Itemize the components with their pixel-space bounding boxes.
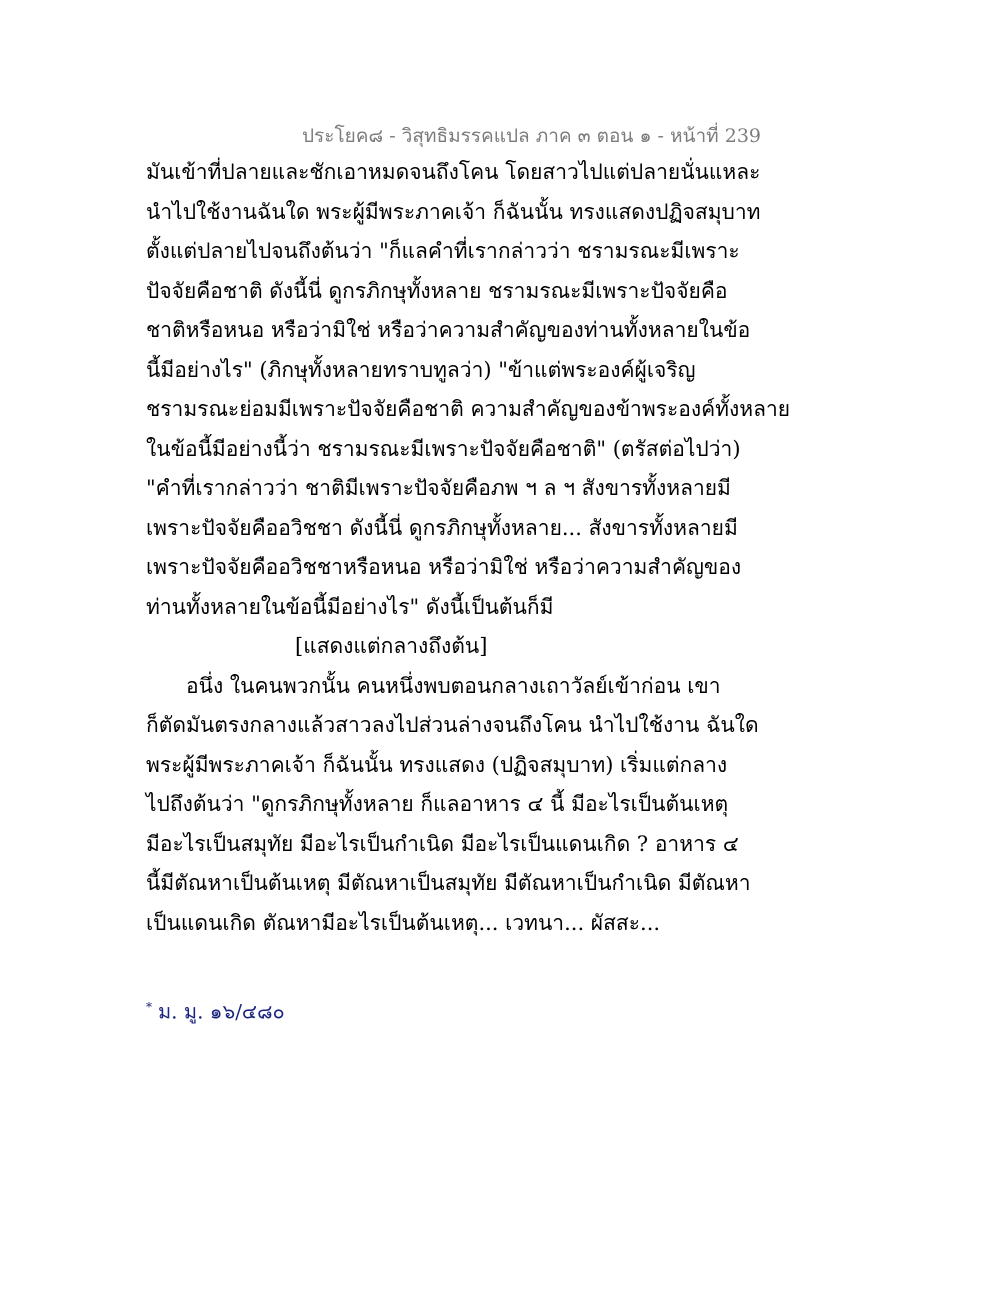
section-heading: [แสดงแต่กลางถึงต้น] [295,634,488,658]
text-line: เพราะปัจจัยคืออวิชชา ดังนี้นี่ ดูกรภิกษุทั้งหลาย... สังขารทั้งหลายมี [146,515,738,540]
text-line: "คำที่เรากล่าวว่า ชาติมีเพราะปัจจัยคือภพ ฯ ล ฯ สังขารทั้งหลายมี [146,476,731,500]
text-line: ตั้งแต่ปลายไปจนถึงต้นว่า "ก็แลคำที่เรากล่าวว่า ชรามรณะมีเพราะ [146,239,740,263]
text-line: มีอะไรเป็นสมุทัย มีอะไรเป็นกำเนิด มีอะไรเป็นแดนเกิด ? อาหาร ๔ [146,831,739,856]
text-line: ไปถึงต้นว่า "ดูกรภิกษุทั้งหลาย ก็แลอาหาร ๔ นี้ มีอะไรเป็นต้นเหตุ [146,792,729,816]
text-line: ก็ตัดมันตรงกลางแล้วสาวลงไปส่วนล่างจนถึงโคน นำไปใช้งาน ฉันใด [146,713,759,737]
page-body [146,153,846,943]
text-line: นำไปใช้งานฉันใด พระผู้มีพระภาคเจ้า ก็ฉันนั้น ทรงแสดงปฏิจสมุบาท [146,199,761,224]
text-line: ท่านทั้งหลายในข้อนี้มีอย่างไร" ดังนี้เป็นต้นก็มี [146,594,554,619]
text-line: เพราะปัจจัยคืออวิชชาหรือหนอ หรือว่ามิใช่ หรือว่าความสำคัญของ [146,555,742,579]
text-line: มันเข้าที่ปลายและชักเอาหมดจนถึงโคน โดยสาวไปแต่ปลายนั่นแหละ [146,160,761,184]
text-line: ในข้อนี้มีอย่างนี้ว่า ชรามรณะมีเพราะปัจจัยคือชาติ" (ตรัสต่อไปว่า) [146,436,741,461]
footnote [146,992,285,1027]
text-line: เป็นแดนเกิด ตัณหามีอะไรเป็นต้นเหตุ... เวทนา... ผัสสะ... [146,910,661,935]
text-line: นี้มีตัณหาเป็นต้นเหตุ มีตัณหาเป็นสมุทัย มีตัณหาเป็นกำเนิด มีตัณหา [146,871,751,895]
text-line: ชรามรณะย่อมมีเพราะปัจจัยคือชาติ ความสำคัญของข้าพระองค์ทั้งหลาย [146,397,791,421]
text-line: ปัจจัยคือชาติ ดังนี้นี่ ดูกรภิกษุทั้งหลาย ชรามรณะมีเพราะปัจจัยคือ [146,278,728,303]
paragraph-first-line: อนึ่ง ในคนพวกนั้น คนหนึ่งพบตอนกลางเถาวัลย์เข้าก่อน เขา [186,673,721,698]
text-line: ชาติหรือหนอ หรือว่ามิใช่ หรือว่าความสำคัญของท่านทั้งหลายในข้อ [146,318,751,342]
text-line: นี้มีอย่างไร" (ภิกษุทั้งหลายทราบทูลว่า) "ข้าแต่พระองค์ผู้เจริญ [146,357,696,382]
text-line: พระผู้มีพระภาคเจ้า ก็ฉันนั้น ทรงแสดง (ปฏิจสมุบาท) เริ่มแต่กลาง [146,752,728,777]
footnote-reference: ม. มู. ๑๖/๔๘๐ [158,999,285,1024]
page-running-header: ประโยค๘ - วิสุทธิมรรคแปล ภาค ๓ ตอน ๑ - หน้าที่ 239 [302,125,762,147]
footnote-mark: * [146,1000,152,1014]
